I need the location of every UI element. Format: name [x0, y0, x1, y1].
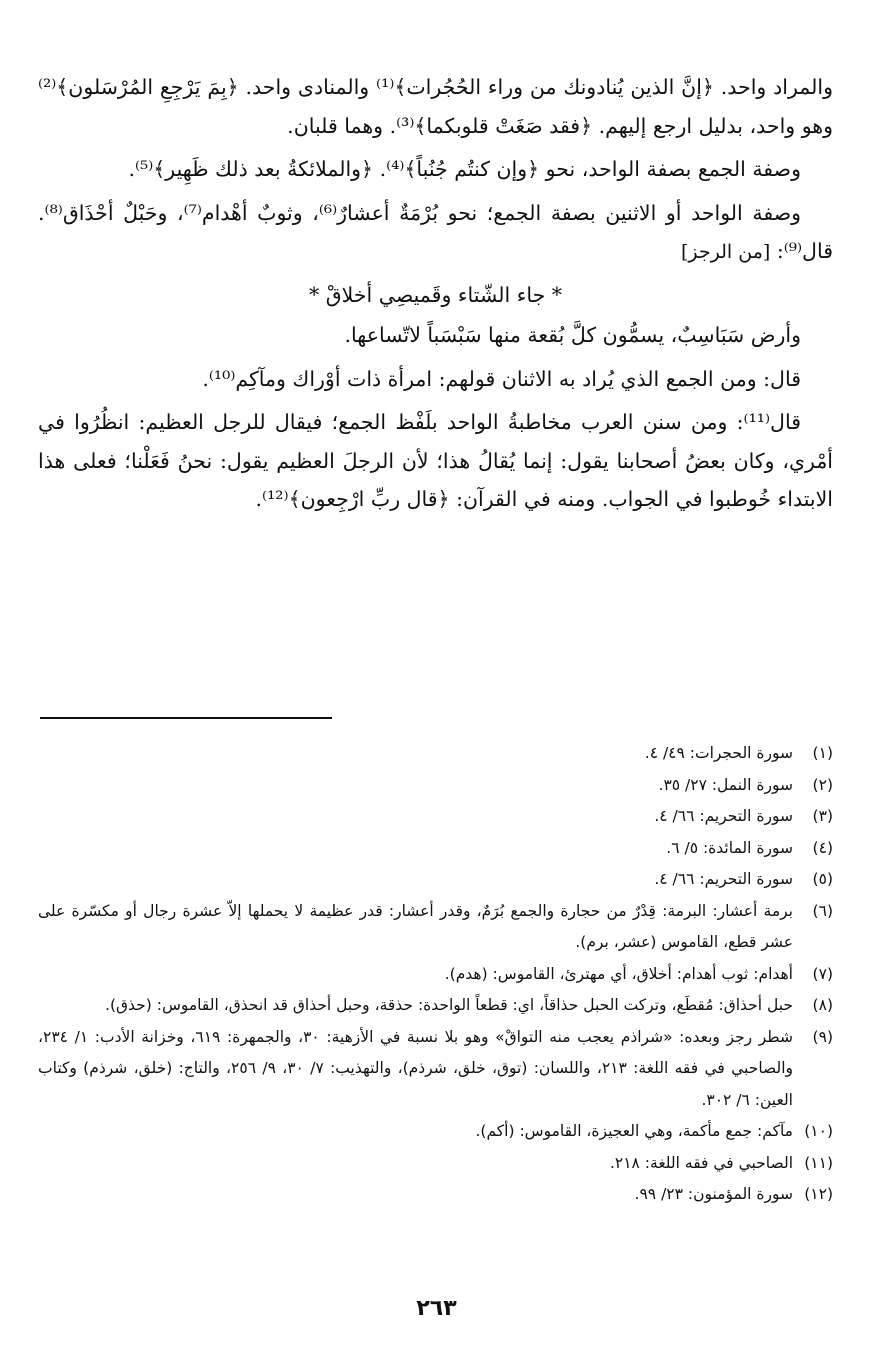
- footnote-separator: [40, 717, 332, 719]
- footnote-11: [38, 1148, 833, 1180]
- footnote-number: (٣): [812, 807, 833, 825]
- paragraph-6: قال⁽¹¹⁾: ومن سنن العرب مخاطبةُ الواحد بلَفْظ الجمع؛ فيقال للرجل العظيم: انظُرُوا في أمْري، وكان بعضُ أصحابنا يقول: إنما يُقالُ هذا؛ لأن الرجلَ العظيم يقول: نحنُ فَعَلْنا؛ فعلى هذا الابتداء خُوطبوا في الجواب. ومنه في القرآن: ﴿قال ربِّ ارْجِعون﴾⁽¹²⁾.: [38, 410, 833, 511]
- footnote-3: [38, 801, 833, 833]
- footnote-text: حبل أحذاق: مُقطَع، وتركت الحبل حذاقاً، اي: قطعاً الواحدة: حذقة، وحبل أحذاق قد انحذق، القاموس: (حذق).: [105, 996, 793, 1014]
- footnote-2: [38, 770, 833, 802]
- footnote-number: (٩): [812, 1027, 833, 1046]
- footnote-text: مآكم: جمع مأكمة، وهي العجيزة، القاموس: (أكم).: [475, 1122, 793, 1140]
- footnote-text: سورة المؤمنون: ٢٣/ ٩٩.: [634, 1185, 793, 1203]
- footnote-1: [38, 738, 833, 770]
- footnote-4: [38, 833, 833, 865]
- paragraph-3-text: وصفة الواحد أو الاثنين بصفة الجمع؛ نحو بُرْمَةٌ أعشارٌ⁽⁶⁾، وثوبٌ أهْدام⁽⁷⁾، وحَبْلٌ أحْذَاق⁽⁸⁾. قال⁽⁹⁾:: [38, 200, 833, 263]
- verse-meter-label: [من الرجز]: [681, 241, 771, 263]
- paragraph-3: [38, 194, 833, 272]
- footnote-text: سورة المائدة: ٥/ ٦.: [666, 838, 793, 857]
- paragraph-4: وأرض سَبَاسِبٌ، يسمُّون كلَّ بُقعة منها سَبْسَباً لاتّساعها.: [344, 323, 801, 347]
- footnote-5: [38, 864, 833, 896]
- footnote-text: أهدام: ثوب أهدام: أخلاق، أي مهترئ، القاموس: (هدم).: [444, 964, 793, 983]
- footnote-text: سورة الحجرات: ٤٩/ ٤.: [644, 744, 793, 762]
- paragraph-5: قال: ومن الجمع الذي يُراد به الاثنان قولهم: امرأة ذات أوْراك ومآكِم⁽¹⁰⁾.: [202, 366, 801, 391]
- footnote-number: (٧): [812, 964, 833, 983]
- paragraph-1: والمراد واحد. ﴿إنَّ الذين يُنادونك من وراء الحُجُرات﴾⁽¹⁾ والمنادى واحد. ﴿بِمَ يَرْجِعِ المُرْسَلون﴾⁽²⁾ وهو واحد، بدليل ارجع إليهم. ﴿فقد صَغَتْ قلوبكما﴾⁽³⁾. وهما قلبان.: [38, 75, 833, 138]
- footnote-number: (١١): [804, 1153, 833, 1172]
- verse-line: * جاء الشّتاء وقَميصِي أخلاقْ *: [308, 282, 563, 307]
- footnote-9: [38, 1022, 833, 1117]
- footnote-text: برمة أعشار: البرمة: قِدْرٌ من حجارة والجمع بُرَمٌ، وقدر أعشار: قدر عظيمة لا يحملها إلاّ عشرة رجال أو مكسّرة على عشر قطع، القاموس (عشر، برم).: [38, 901, 793, 951]
- footnote-number: (٨): [812, 996, 833, 1014]
- footnote-text: سورة النمل: ٢٧/ ٣٥.: [658, 775, 793, 794]
- footnote-number: (٦): [812, 901, 833, 920]
- footnote-text: سورة التحريم: ٦٦/ ٤.: [654, 807, 793, 825]
- footnote-6: [38, 896, 833, 959]
- footnote-7: [38, 959, 833, 991]
- footnote-number: (١): [812, 744, 833, 762]
- footnote-text: شطر رجز وبعده: «شراذم يعجب منه التواقْ» وهو بلا نسبة في الأزهية: ٣٠، والجمهرة: ٦١٩، وخزانة الأدب: ١/ ٢٣٤، والصاحبي في فقه اللغة: ٢١٣، واللسان: (توق، خلق، شرذم)، والتهذيب: ٧/ ٣٠، ٩/ ٢٥٦، والتاج: (خلق، شرذم) وكتاب العين: ٦/ ٣٠٢.: [38, 1027, 793, 1109]
- footnote-8: [38, 990, 833, 1022]
- paragraph-2: وصفة الجمع بصفة الواحد، نحو ﴿وإن كنتُم جُنُباً﴾⁽⁴⁾. ﴿والملائكةُ بعد ذلك ظَهِير﴾⁽⁵⁾.: [128, 157, 801, 181]
- footnote-number: (٥): [812, 870, 833, 888]
- footnote-number: (٢): [812, 775, 833, 794]
- footnote-10: [38, 1116, 833, 1148]
- footnote-number: (١٢): [804, 1185, 833, 1203]
- footnote-text: الصاحبي في فقه اللغة: ٢١٨.: [609, 1153, 793, 1172]
- footnote-number: (٤): [812, 838, 833, 857]
- footnote-text: سورة التحريم: ٦٦/ ٤.: [654, 870, 793, 888]
- page-number: ٢٦٣: [416, 1296, 457, 1321]
- footnote-number: (١٠): [804, 1122, 833, 1140]
- main-text: [38, 68, 833, 519]
- footnote-12: [38, 1179, 833, 1211]
- footnotes: [38, 738, 833, 1211]
